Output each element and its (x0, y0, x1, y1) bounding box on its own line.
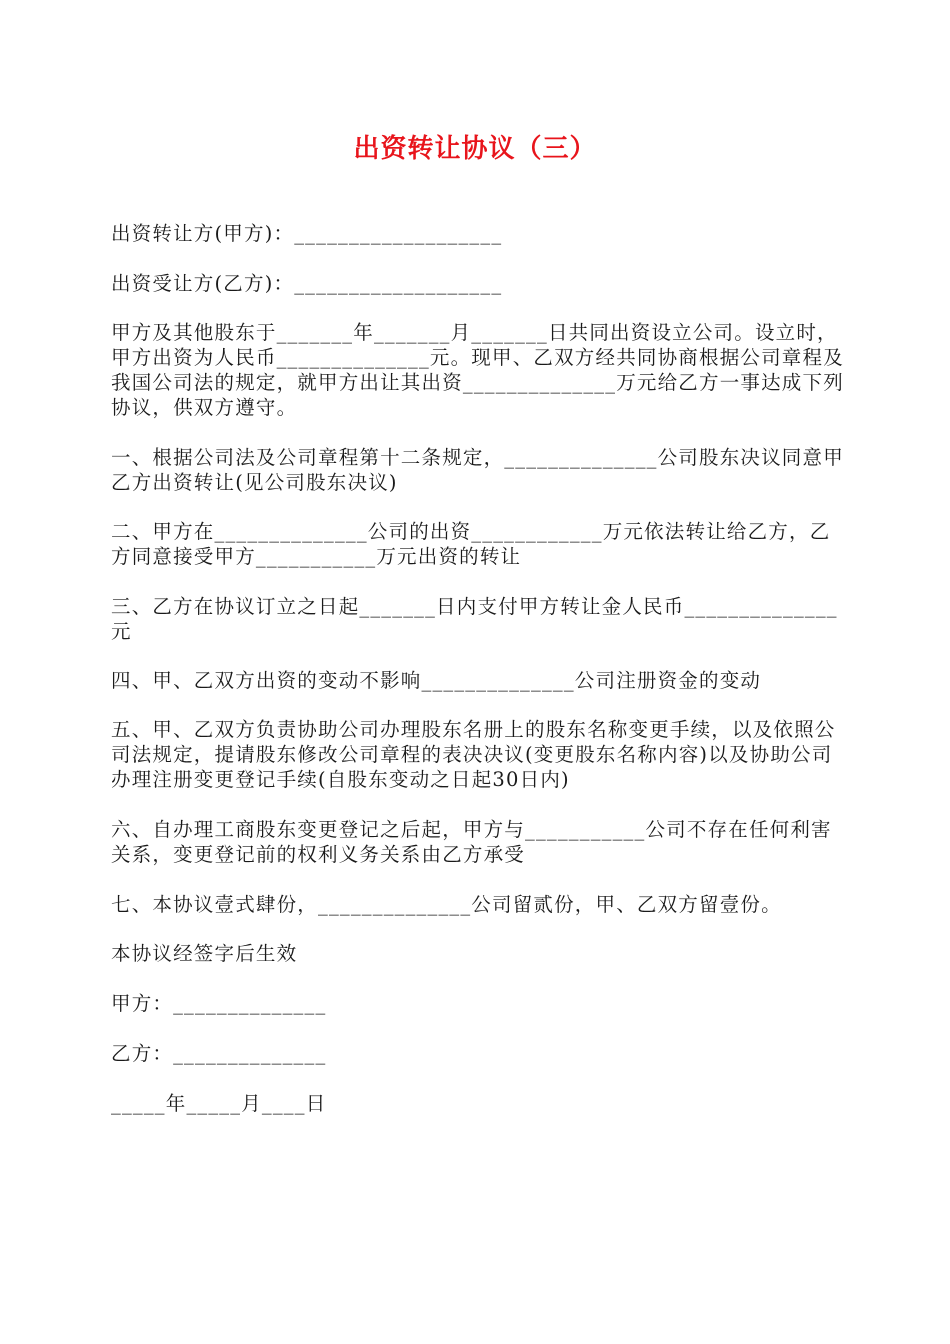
transferor-line: 出资转让方(甲方)：___________________ (111, 222, 503, 245)
clause-2: 二、甲方在______________公司的出资____________万元依法转让给乙方，乙方同意接受甲方___________万元出资的转让 (111, 520, 831, 568)
clause-5: 五、甲、乙双方负责协助公司办理股东名册上的股东名称变更手续，以及依照公司法规定，提请股东修改公司章程的表决决议(变更股东名称内容)以及协助公司办理注册变更登记手续(自股东变动之日起30日内) (111, 718, 836, 791)
effective-statement: 本协议经签字后生效 (111, 942, 298, 965)
clause-6: 六、自办理工商股东变更登记之后起，甲方与___________公司不存在任何利害关系，变更登记前的权利义务关系由乙方承受 (111, 818, 832, 866)
clause-1: 一、根据公司法及公司章程第十二条规定，______________公司股东决议同意甲乙方出资转让(见公司股东决议) (111, 446, 844, 494)
date-line: _____年_____月____日 (111, 1092, 327, 1115)
clause-3: 三、乙方在协议订立之日起_______日内支付甲方转让金人民币______________元 (111, 595, 838, 643)
party-b-signature-line: 乙方：______________ (111, 1042, 327, 1065)
document-title: 出资转让协议（三） (353, 134, 597, 164)
preamble-paragraph: 甲方及其他股东于_______年_______月_______日共同出资设立公司。设立时，甲方出资为人民币______________元。现甲、乙双方经共同协商根据公司章程及我国公司法的规定，就甲方出让其出资______________万元给乙方一事达成下列协议，供双方遵守。 (111, 321, 844, 419)
clause-4: 四、甲、乙双方出资的变动不影响______________公司注册资金的变动 (111, 669, 762, 692)
clause-7: 七、本协议壹式肆份，______________公司留贰份，甲、乙双方留壹份。 (111, 893, 782, 916)
transferee-line: 出资受让方(乙方)：___________________ (111, 272, 503, 295)
party-a-signature-line: 甲方：______________ (111, 992, 327, 1015)
